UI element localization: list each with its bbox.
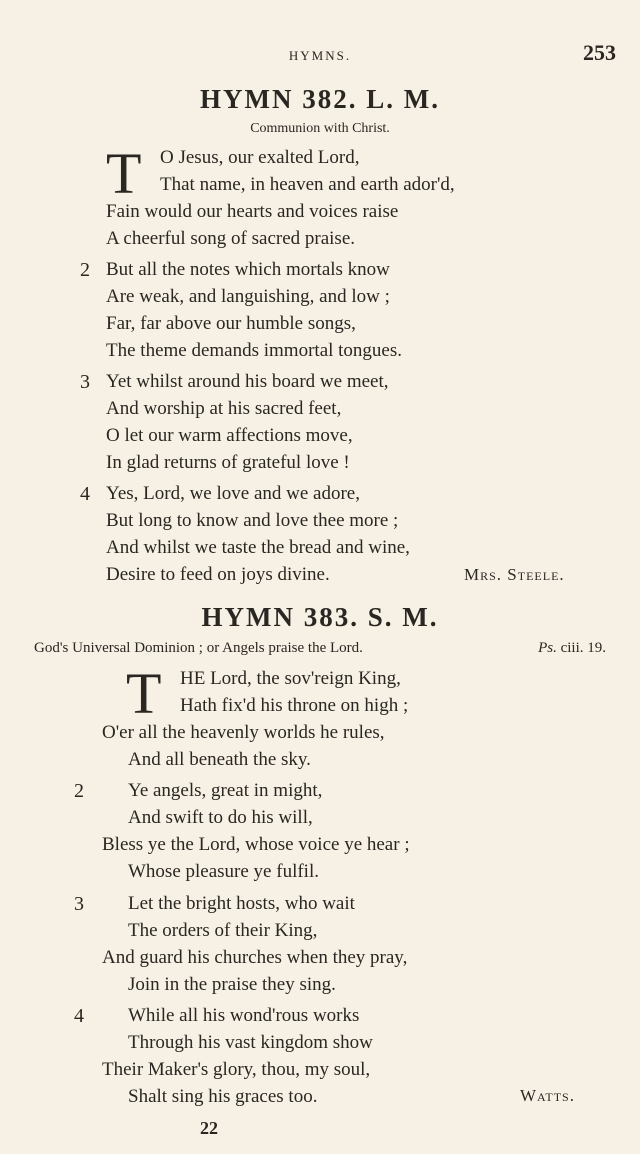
hymn-382-s1-l3: Fain would our hearts and voices raise xyxy=(106,201,399,222)
hymn-383-s3-l2: The orders of their King, xyxy=(128,920,318,941)
hymn-383-s2-l4: Whose pleasure ye fulfil. xyxy=(128,861,319,882)
hymn-383-s2-l2: And swift to do his will, xyxy=(128,807,313,828)
hymn-383-s3-l1: Let the bright hosts, who wait xyxy=(128,893,355,914)
hymn-382-s3-l3: O let our warm affections move, xyxy=(106,425,353,446)
hymn-382-subtitle: Communion with Christ. xyxy=(250,121,390,136)
hymn-382-s3-l1: Yet whilst around his board we meet, xyxy=(106,371,389,392)
running-head: HYMNS. xyxy=(288,48,352,63)
hymn-383-subtitle-row xyxy=(34,640,606,657)
hymn-382-stanza-number-2: 2 xyxy=(80,259,90,281)
hymn-382-s1-l4: A cheerful song of sacred praise. xyxy=(106,228,356,249)
hymn-383-subtitle: God's Universal Dominion ; or Angels praise the Lord. xyxy=(34,640,363,656)
hymn-383-s2-l3: Bless ye the Lord, whose voice ye hear ; xyxy=(102,834,410,855)
page-number: 253 xyxy=(583,40,616,65)
hymn-382-author: Mrs. Steele. xyxy=(464,565,565,584)
hymn-382-s4-l1: Yes, Lord, we love and we adore, xyxy=(106,483,360,504)
hymn-383-s1-l3: O'er all the heavenly worlds he rules, xyxy=(102,722,385,743)
hymn-383-s4-l2: Through his vast kingdom show xyxy=(128,1032,373,1053)
hymn-383-stanza-number-2: 2 xyxy=(74,780,84,802)
hymn-382-s4-l3: And whilst we taste the bread and wine, xyxy=(106,537,410,558)
hymn-382-title: HYMN 382. L. M. xyxy=(200,84,440,114)
hymn-383-s1-l2: Hath fix'd his throne on high ; xyxy=(180,695,409,716)
hymn-382-stanza-number-3: 3 xyxy=(80,371,90,393)
hymn-383-dropcap: T xyxy=(126,661,162,726)
hymn-382-s1-l2: That name, in heaven and earth ador'd, xyxy=(160,174,455,195)
hymn-383-s3-l4: Join in the praise they sing. xyxy=(128,974,336,995)
hymn-382-s4-l4: Desire to feed on joys divine. xyxy=(106,564,330,585)
signature-mark: 22 xyxy=(200,1118,218,1138)
hymn-382-s3-l2: And worship at his sacred feet, xyxy=(106,398,342,419)
hymn-383-stanza-number-4: 4 xyxy=(74,1005,84,1027)
hymn-383-reference-ps: Ps. xyxy=(538,640,557,656)
hymn-383-title: HYMN 383. S. M. xyxy=(201,602,439,632)
hymn-382-s2-l2: Are weak, and languishing, and low ; xyxy=(106,286,390,307)
hymn-383-stanza-number-3: 3 xyxy=(74,893,84,915)
hymn-382-s1-l1: O Jesus, our exalted Lord, xyxy=(160,147,360,168)
hymn-383-s1-l4: And all beneath the sky. xyxy=(128,749,311,770)
hymn-383-s4-l1: While all his wond'rous works xyxy=(128,1005,360,1026)
hymn-383-s1-l1: HE Lord, the sov'reign King, xyxy=(180,668,401,689)
hymn-382-s2-l1: But all the notes which mortals know xyxy=(106,259,390,280)
hymn-382-s3-l4: In glad returns of grateful love ! xyxy=(106,452,350,473)
hymn-382-s4-l2: But long to know and love thee more ; xyxy=(106,510,399,531)
hymn-383-author: Watts. xyxy=(520,1086,575,1105)
hymn-383-reference xyxy=(538,640,606,657)
hymn-383-s2-l1: Ye angels, great in might, xyxy=(128,780,323,801)
hymn-382-stanza-number-4: 4 xyxy=(80,483,90,505)
hymn-383-reference-num: ciii. 19. xyxy=(560,640,606,656)
hymn-382-dropcap: T xyxy=(106,141,142,206)
hymn-383-s3-l3: And guard his churches when they pray, xyxy=(102,947,408,968)
hymn-382-s2-l3: Far, far above our humble songs, xyxy=(106,313,356,334)
hymn-382-s2-l4: The theme demands immortal tongues. xyxy=(106,340,403,361)
hymn-383-s4-l4: Shalt sing his graces too. xyxy=(128,1086,318,1107)
hymn-383-s4-l3: Their Maker's glory, thou, my soul, xyxy=(102,1059,371,1080)
